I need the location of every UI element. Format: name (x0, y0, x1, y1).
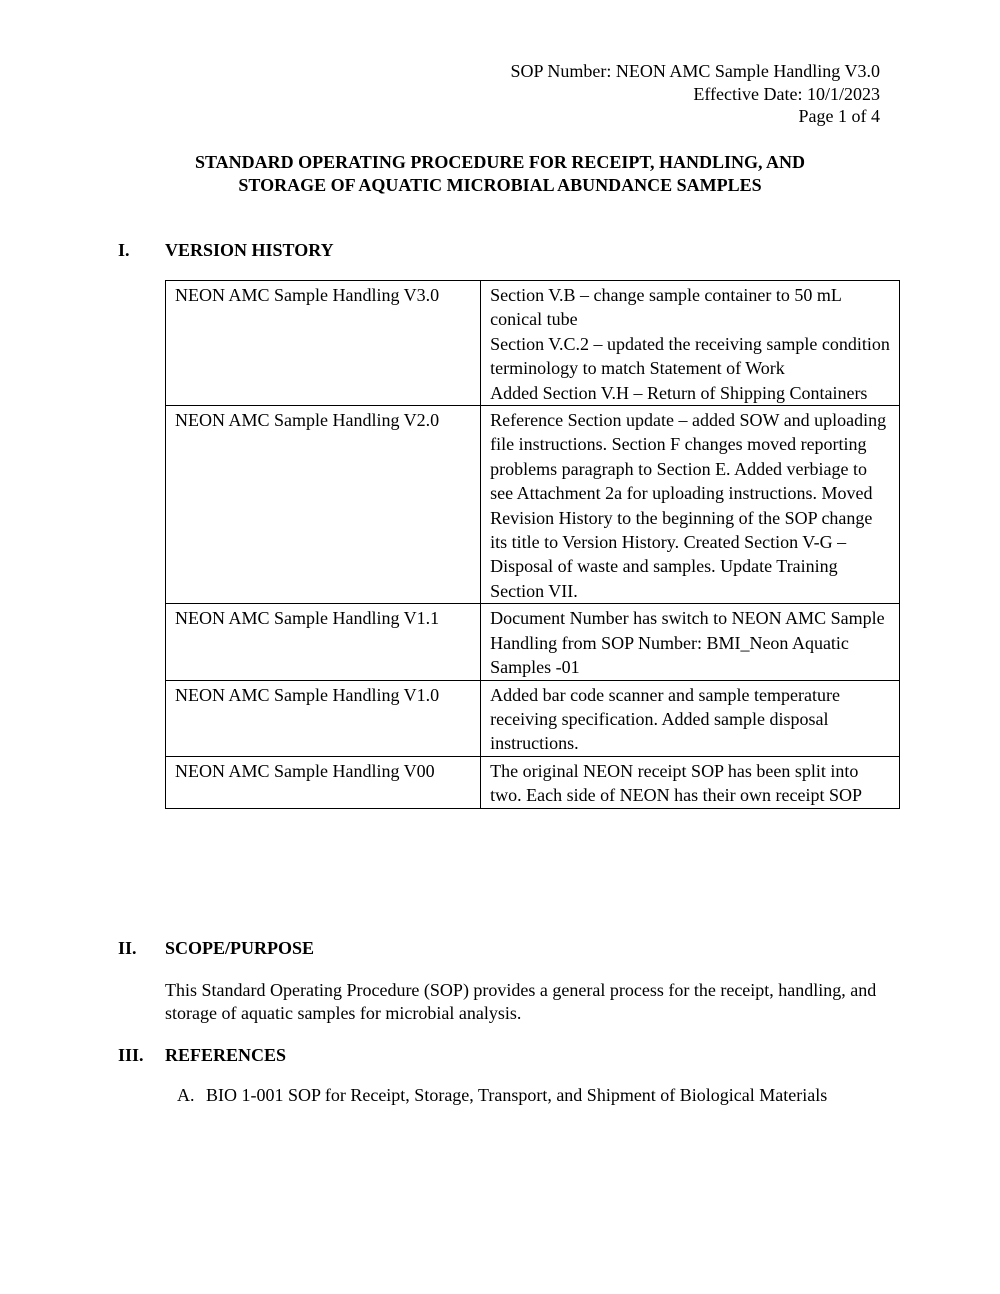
list-marker: A. (177, 1085, 195, 1105)
section-number: I. (118, 240, 130, 260)
section-number: II. (118, 938, 137, 958)
description-line: Section V.C.2 – updated the receiving sample condition terminology to match Statement of Work (490, 333, 890, 379)
section-title: SCOPE/PURPOSE (165, 938, 315, 958)
description-cell (481, 680, 900, 756)
table-row (166, 604, 900, 680)
version-history-table (165, 280, 900, 809)
list-item (177, 1084, 877, 1107)
page-number: Page 1 of 4 (798, 106, 880, 126)
sop-number: SOP Number: NEON AMC Sample Handling V3.0 (510, 61, 880, 81)
section-heading-version-history (118, 239, 334, 261)
section-title: REFERENCES (165, 1045, 287, 1065)
section-heading-scope (118, 937, 314, 959)
table-row (166, 756, 900, 808)
description-cell (481, 604, 900, 680)
section-heading-references (118, 1044, 286, 1066)
table-row (166, 281, 900, 406)
document-title-line-1: STANDARD OPERATING PROCEDURE FOR RECEIPT, HANDLING, AND (194, 152, 806, 172)
description-line: Added Section V.H – Return of Shipping Containers (490, 382, 868, 403)
version-cell: NEON AMC Sample Handling V1.1 (166, 604, 481, 680)
document-title (165, 151, 835, 196)
section-number: III. (118, 1045, 144, 1065)
description-line: The original NEON receipt SOP has been split into two. Each side of NEON has their own receipt SOP (490, 760, 863, 806)
version-cell: NEON AMC Sample Handling V3.0 (166, 281, 481, 406)
section-title: VERSION HISTORY (165, 240, 334, 260)
table-row (166, 680, 900, 756)
description-cell (481, 281, 900, 406)
version-cell: NEON AMC Sample Handling V2.0 (166, 406, 481, 604)
document-title-line-2: STORAGE OF AQUATIC MICROBIAL ABUNDANCE SAMPLES (238, 174, 762, 195)
version-cell: NEON AMC Sample Handling V00 (166, 756, 481, 808)
description-line: Reference Section update – added SOW and uploading file instructions. Section F changes moved reporting problems paragraph to Section E. Added verbiage to see Attachment 2a for uploading instructions. Moved Revision History to the beginning of the SOP change its title to Version History. Created Section V-G – Disposal of waste and samples. Update Training Section VII. (490, 410, 887, 601)
scope-paragraph: This Standard Operating Procedure (SOP) provides a general process for the receipt, handling, and storage of aquatic samples for microbial analysis. (165, 980, 877, 1023)
description-line: Document Number has switch to NEON AMC Sample Handling from SOP Number: BMI_Neon Aquatic Samples -01 (490, 608, 885, 678)
description-line: Section V.B – change sample container to 50 mL conical tube (490, 285, 842, 330)
description-line: Added bar code scanner and sample temperature receiving specification. Added sample disposal instructions. (490, 684, 840, 754)
reference-text: BIO 1-001 SOP for Receipt, Storage, Transport, and Shipment of Biological Materials (206, 1085, 828, 1105)
description-cell (481, 406, 900, 604)
table-row (166, 406, 900, 604)
references-list (177, 1084, 877, 1107)
version-cell: NEON AMC Sample Handling V1.0 (166, 680, 481, 756)
effective-date: Effective Date: 10/1/2023 (693, 83, 880, 104)
page-header (510, 60, 880, 128)
description-cell (481, 756, 900, 808)
